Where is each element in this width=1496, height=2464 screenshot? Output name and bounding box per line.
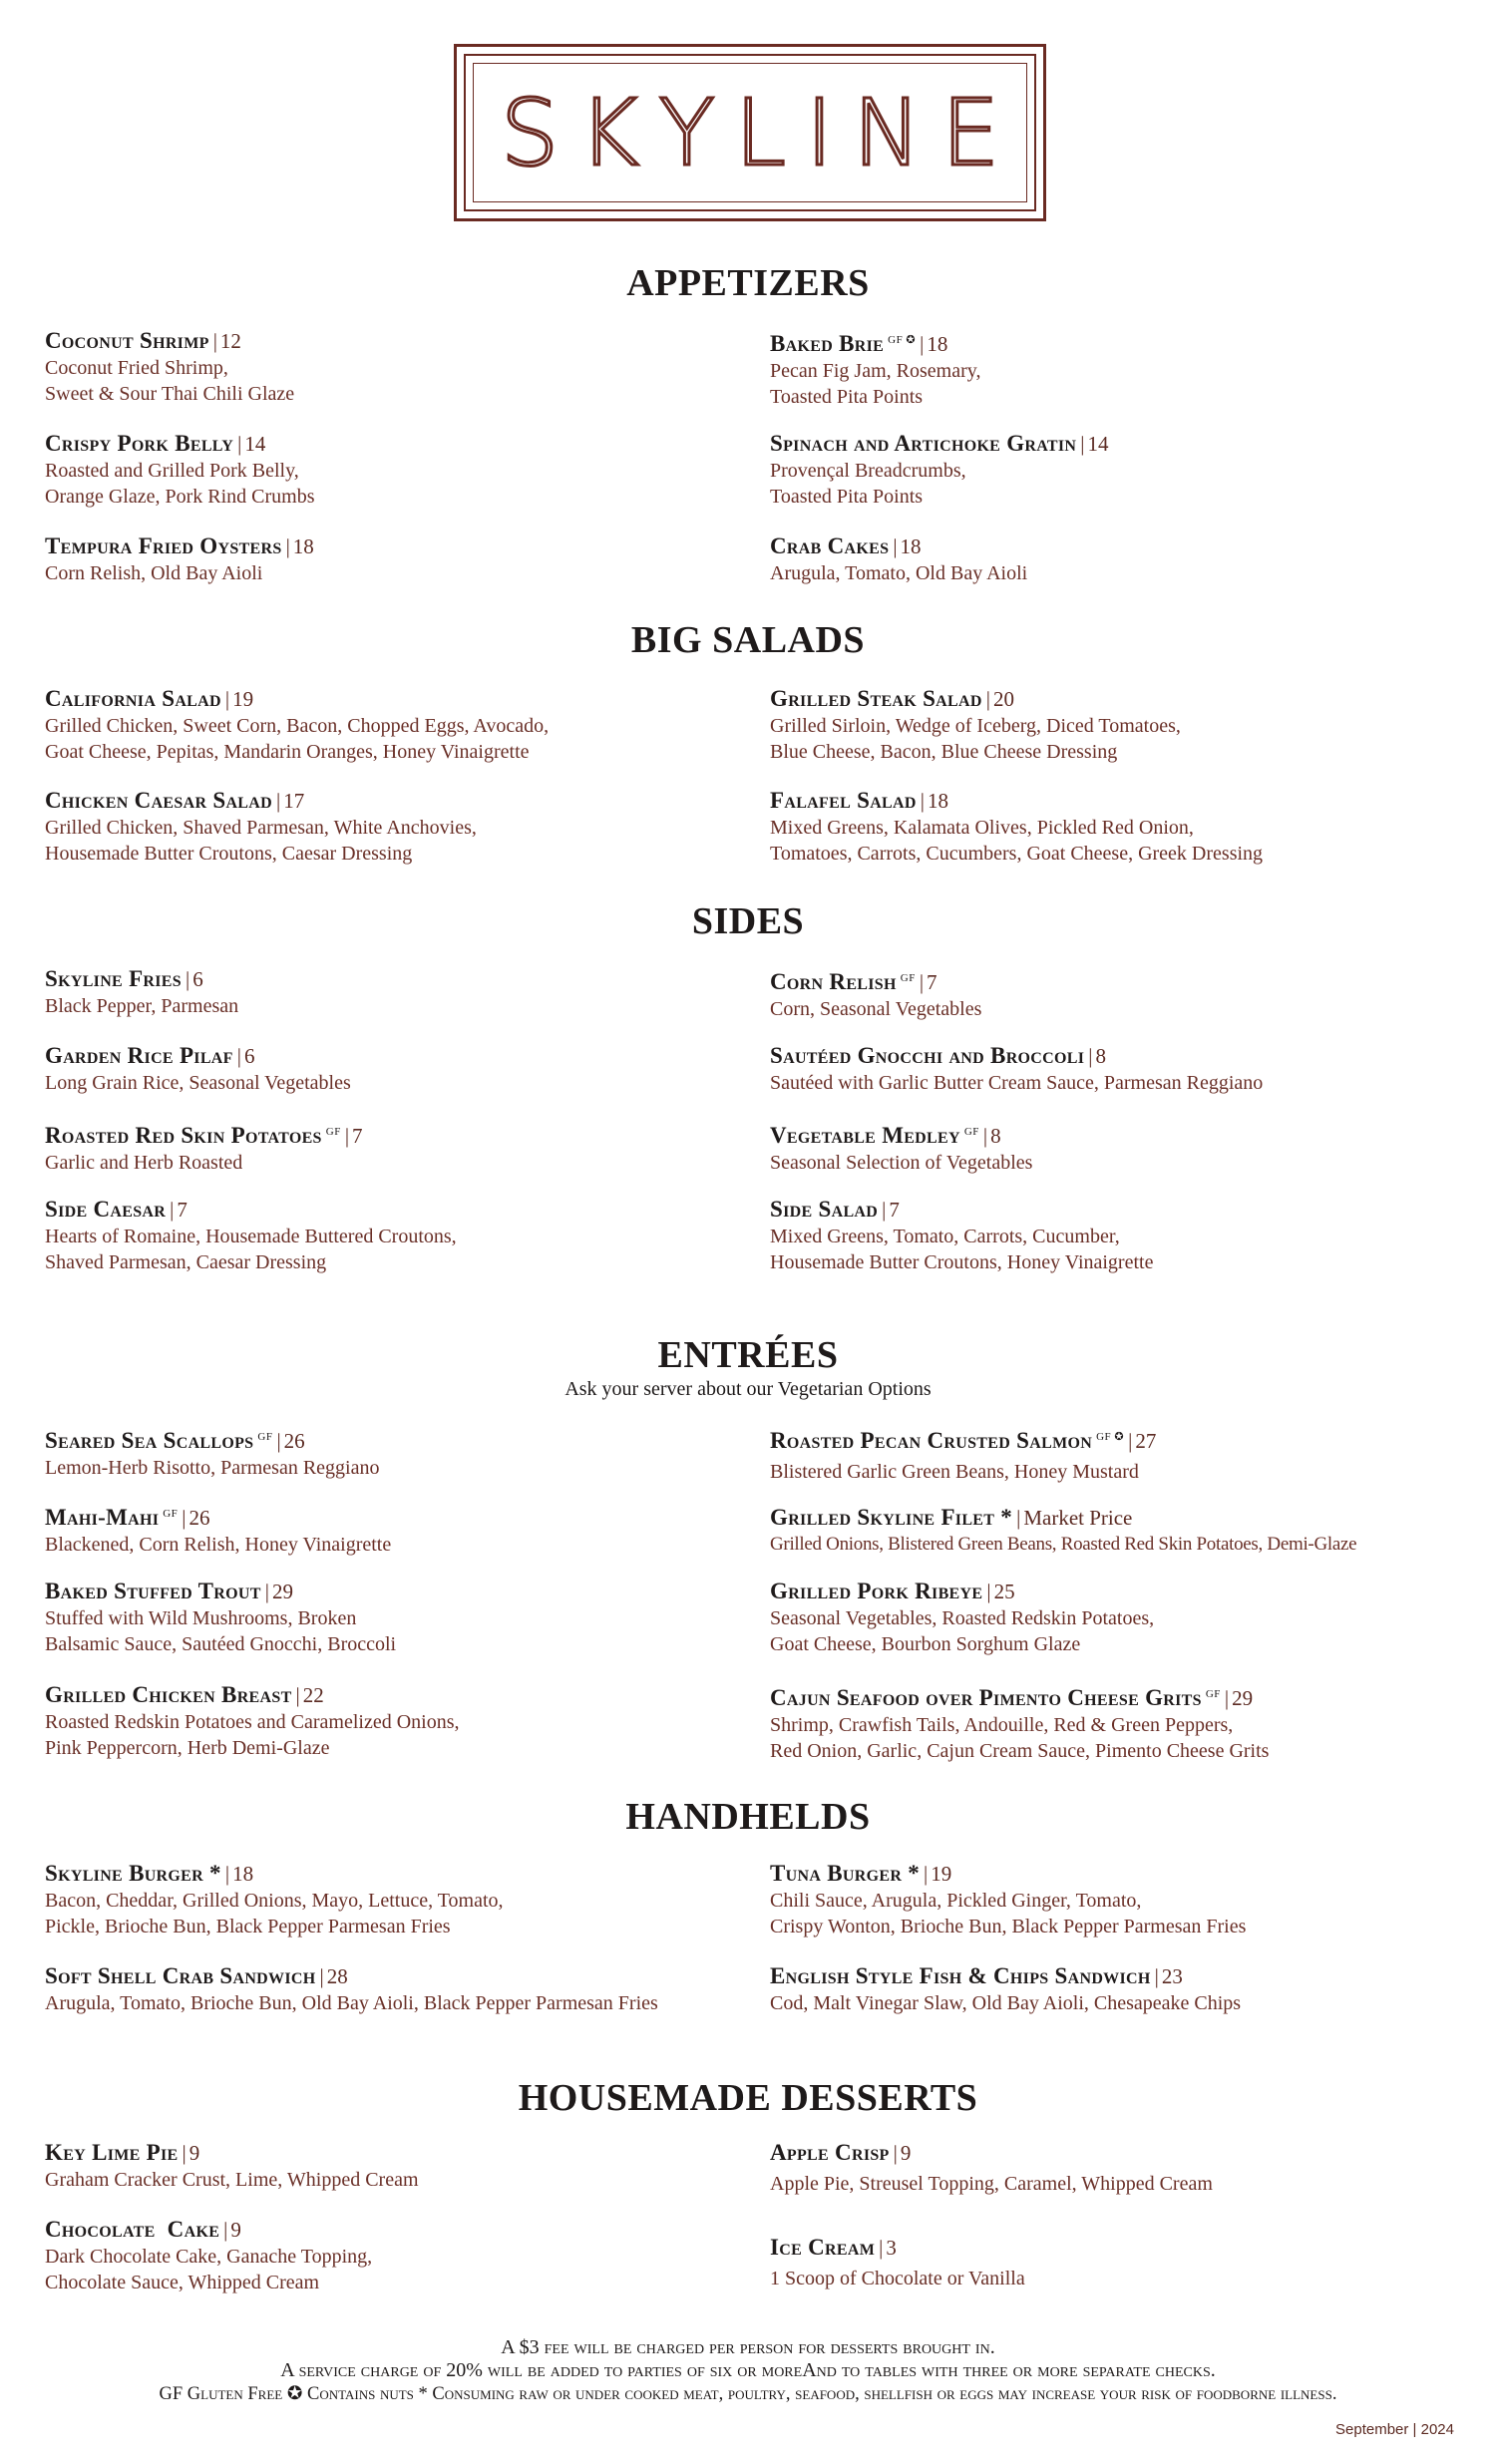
menu-item: Cajun Seafood over Pimento Cheese Grits $^{GF}$ | 29 Shrimp, Crawfish Tails, Andouille, Red & Green Peppers, Red Onion, Garlic, Cajun Cream Sauce, Pimento Cheese Grits: [770, 1685, 1270, 1762]
menu-item: Ice Cream | 3 1 Scoop of Chocolate or Vanilla: [770, 2235, 1025, 2289]
menu-item: Grilled Skyline Filet * | Market Price Grilled Onions, Blistered Green Beans, Roasted Red Skin Potatoes, Demi-Glaze: [770, 1504, 1356, 1558]
item-description: Long Grain Rice, Seasonal Vegetables: [45, 1072, 351, 1094]
item-price: 7: [889, 1198, 900, 1222]
item-name: Side Caesar: [45, 1197, 167, 1222]
item-description: Cod, Malt Vinegar Slaw, Old Bay Aioli, Chesapeake Chips: [770, 1992, 1242, 2014]
item-name: Grilled Pork Ribeye: [770, 1579, 983, 1603]
item-description: Grilled Chicken, Sweet Corn, Bacon, Chopped Eggs, Avocado, Goat Cheese, Pepitas, Mandarin Oranges, Honey Vinaigrette: [45, 715, 550, 763]
item-price: 7: [352, 1124, 363, 1148]
menu-item: Roasted Red Skin Potatoes $^{GF}$ | 7 Garlic and Herb Roasted: [45, 1123, 363, 1174]
section-title-handhelds: HANDHELDS: [625, 1796, 871, 1838]
item-name: Soft Shell Crab Sandwich: [45, 1963, 316, 1988]
footer-dessert-fee: A $3 fee will be charged per person for desserts brought in.: [501, 2336, 995, 2358]
item-description: Roasted and Grilled Pork Belly, Orange Glaze, Pork Rind Crumbs: [45, 460, 315, 508]
item-price: 17: [283, 789, 305, 813]
dietary-mark: GF: [325, 1126, 341, 1138]
menu-item: California Salad | 19 Grilled Chicken, Sweet Corn, Bacon, Chopped Eggs, Avocado, Goat Cheese, Pepitas, Mandarin Oranges, Honey Vinaigrette: [45, 686, 550, 763]
item-name: Mahi-Mahi: [45, 1505, 160, 1530]
menu-item: Side Caesar | 7 Hearts of Romaine, Housemade Buttered Croutons, Shaved Parmesan, Caesar Dressing: [45, 1197, 457, 1273]
dietary-mark: GF: [963, 1126, 979, 1138]
item-description: Pecan Fig Jam, Rosemary, Toasted Pita Points: [770, 360, 981, 408]
menu-item: Chocolate Cake | 9 Dark Chocolate Cake, Ganache Topping, Chocolate Sauce, Whipped Cream: [45, 2217, 373, 2293]
menu-item: Tempura Fried Oysters | 18 Corn Relish, Old Bay Aioli: [45, 533, 314, 584]
item-name: Seared Sea Scallops: [45, 1428, 254, 1453]
item-name: Grilled Steak Salad: [770, 686, 982, 711]
section-title-salads: BIG SALADS: [630, 619, 866, 661]
item-description: Hearts of Romaine, Housemade Buttered Croutons, Shaved Parmesan, Caesar Dressing: [45, 1226, 457, 1273]
item-description: Coconut Fried Shrimp, Sweet & Sour Thai Chili Glaze: [45, 357, 295, 405]
item-description: Arugula, Tomato, Old Bay Aioli: [770, 562, 1028, 584]
item-price: 18: [900, 534, 922, 558]
dietary-mark: GF ✪: [888, 334, 917, 346]
item-price: Market Price: [1023, 1506, 1133, 1530]
item-price: 25: [993, 1580, 1015, 1603]
item-name: Baked Brie: [770, 331, 885, 356]
item-price: 26: [283, 1429, 305, 1453]
section-subtitle-entrees: Ask your server about our Vegetarian Options: [564, 1378, 932, 1400]
item-name: Cajun Seafood over Pimento Cheese Grits: [770, 1685, 1202, 1710]
item-price: 14: [244, 432, 266, 456]
menu-item: Key Lime Pie | 9 Graham Cracker Crust, Lime, Whipped Cream: [45, 2140, 419, 2191]
item-price: 9: [188, 2141, 200, 2165]
menu-item: Sautéed Gnocchi and Broccoli | 8 Sautéed with Garlic Butter Cream Sauce, Parmesan Reggiano: [770, 1043, 1264, 1094]
dietary-mark: GF: [163, 1508, 179, 1520]
dietary-mark: GF: [257, 1431, 273, 1443]
item-name: Coconut Shrimp: [45, 328, 209, 353]
menu-item: Tuna Burger * | 19 Chili Sauce, Arugula, Pickled Ginger, Tomato, Crispy Wonton, Brioche Bun, Black Pepper Parmesan Fries: [770, 1861, 1247, 1937]
item-price: 9: [900, 2141, 912, 2165]
section-title-desserts: HOUSEMADE DESSERTS: [518, 2077, 978, 2119]
item-price: 6: [243, 1044, 255, 1068]
item-description: Arugula, Tomato, Brioche Bun, Old Bay Aioli, Black Pepper Parmesan Fries: [45, 1992, 658, 2014]
item-description: Graham Cracker Crust, Lime, Whipped Cream: [45, 2169, 419, 2191]
item-name: California Salad: [45, 686, 221, 711]
item-price: 20: [992, 687, 1014, 711]
logo: [454, 44, 1046, 221]
item-name: English Style Fish & Chips Sandwich: [770, 1963, 1151, 1988]
item-description: Garlic and Herb Roasted: [45, 1152, 243, 1174]
menu-item: Crab Cakes | 18 Arugula, Tomato, Old Bay Aioli: [770, 533, 1028, 584]
item-price: 7: [177, 1198, 187, 1222]
menu-item: Apple Crisp | 9 Apple Pie, Streusel Topping, Caramel, Whipped Cream: [770, 2140, 1213, 2195]
dietary-mark: GF: [900, 972, 916, 984]
item-name: Corn Relish: [770, 969, 897, 994]
item-name: Crab Cakes: [770, 533, 890, 558]
dietary-mark: GF: [1205, 1688, 1221, 1700]
footer-service-charge: A service charge of 20% will be added to parties of six or moreAnd to tables with three or more separate checks.: [280, 2359, 1216, 2381]
menu-item: Mahi-Mahi $^{GF}$ | 26 Blackened, Corn Relish, Honey Vinaigrette: [45, 1505, 392, 1556]
item-description: Grilled Chicken, Shaved Parmesan, White Anchovies, Housemade Butter Croutons, Caesar Dressing: [45, 817, 477, 865]
item-price: 23: [1161, 1964, 1183, 1988]
item-description: Mixed Greens, Kalamata Olives, Pickled Red Onion, Tomatoes, Carrots, Cucumbers, Goat Cheese, Greek Dressing: [770, 817, 1264, 865]
menu-item: Grilled Chicken Breast | 22 Roasted Redskin Potatoes and Caramelized Onions, Pink Peppercorn, Herb Demi-Glaze: [45, 1682, 460, 1759]
item-price: 9: [230, 2218, 241, 2242]
menu-item: Corn Relish $^{GF}$ | 7 Corn, Seasonal Vegetables: [770, 969, 982, 1020]
menu-item: Coconut Shrimp | 12 Coconut Fried Shrimp, Sweet & Sour Thai Chili Glaze: [45, 328, 295, 405]
item-name: Crispy Pork Belly: [45, 431, 234, 456]
item-description: Mixed Greens, Tomato, Carrots, Cucumber, Housemade Butter Croutons, Honey Vinaigrette: [770, 1226, 1154, 1273]
item-name: Vegetable Medley: [770, 1123, 960, 1148]
item-price: 29: [271, 1580, 293, 1603]
menu-item: Garden Rice Pilaf | 6 Long Grain Rice, Seasonal Vegetables: [45, 1043, 351, 1094]
item-price: 22: [302, 1683, 324, 1707]
item-name: Ice Cream: [770, 2235, 876, 2260]
item-description: Chili Sauce, Arugula, Pickled Ginger, Tomato, Crispy Wonton, Brioche Bun, Black Pepper Parmesan Fries: [770, 1890, 1247, 1937]
item-description: Lemon-Herb Risotto, Parmesan Reggiano: [45, 1457, 380, 1479]
item-name: Roasted Red Skin Potatoes: [45, 1123, 322, 1148]
item-price: 7: [927, 970, 937, 994]
dietary-mark: GF ✪: [1096, 1431, 1125, 1443]
menu-item: Vegetable Medley $^{GF}$ | 8 Seasonal Selection of Vegetables: [770, 1123, 1033, 1174]
item-price: 18: [292, 534, 314, 558]
menu-item: Baked Stuffed Trout | 29 Stuffed with Wild Mushrooms, Broken Balsamic Sauce, Sautéed Gnocchi, Broccoli: [45, 1579, 397, 1655]
item-price: 29: [1232, 1686, 1254, 1710]
item-name: Grilled Skyline Filet *: [770, 1505, 1013, 1530]
menu-item: Skyline Burger * | 18 Bacon, Cheddar, Grilled Onions, Mayo, Lettuce, Tomato, Pickle, Brioche Bun, Black Pepper Parmesan Fries: [45, 1861, 504, 1937]
item-description: Seasonal Vegetables, Roasted Redskin Potatoes, Goat Cheese, Bourbon Sorghum Glaze: [770, 1607, 1155, 1655]
item-description: Corn, Seasonal Vegetables: [770, 998, 982, 1020]
item-price: 3: [886, 2236, 897, 2260]
item-description: Sautéed with Garlic Butter Cream Sauce, Parmesan Reggiano: [770, 1072, 1264, 1094]
item-price: 18: [232, 1862, 254, 1886]
menu-item: Soft Shell Crab Sandwich | 28 Arugula, Tomato, Brioche Bun, Old Bay Aioli, Black Pepper Parmesan Fries: [45, 1963, 658, 2014]
item-price: 12: [219, 329, 241, 353]
menu-item: Falafel Salad | 18 Mixed Greens, Kalamata Olives, Pickled Red Onion, Tomatoes, Carrots, Cucumbers, Goat Cheese, Greek Dressing: [770, 788, 1264, 865]
item-price: 8: [1095, 1044, 1106, 1068]
item-description: Stuffed with Wild Mushrooms, Broken Balsamic Sauce, Sautéed Gnocchi, Broccoli: [45, 1607, 397, 1655]
menu-item: Crispy Pork Belly | 14 Roasted and Grilled Pork Belly, Orange Glaze, Pork Rind Crumbs: [45, 431, 315, 508]
item-price: 26: [188, 1506, 210, 1530]
section-title-sides: SIDES: [691, 900, 805, 942]
menu-item: Roasted Pecan Crusted Salmon $^{GF ✪}$ | 27 Blistered Garlic Green Beans, Honey Mustard: [770, 1428, 1157, 1483]
menu-date: September | 2024: [1335, 2421, 1454, 2438]
menu-item: Chicken Caesar Salad | 17 Grilled Chicken, Shaved Parmesan, White Anchovies, Housemade Butter Croutons, Caesar Dressing: [45, 788, 477, 865]
menu-item: Seared Sea Scallops $^{GF}$ | 26 Lemon-Herb Risotto, Parmesan Reggiano: [45, 1428, 380, 1479]
footer-legend: GF Gluten Free ✪ Contains nuts * Consuming raw or under cooked meat, poultry, seafood, shellfish or eggs may increase your risk of foodborne illness.: [159, 2384, 1337, 2404]
menu-item: English Style Fish & Chips Sandwich | 23 Cod, Malt Vinegar Slaw, Old Bay Aioli, Chesapeake Chips: [770, 1963, 1242, 2014]
item-description: Bacon, Cheddar, Grilled Onions, Mayo, Lettuce, Tomato, Pickle, Brioche Bun, Black Pepper Parmesan Fries: [45, 1890, 504, 1937]
menu-item: Baked Brie $^{GF ✪}$ | 18 Pecan Fig Jam, Rosemary, Toasted Pita Points: [770, 331, 981, 408]
section-title-appetizers: APPETIZERS: [626, 262, 870, 304]
item-description: Provençal Breadcrumbs, Toasted Pita Points: [770, 460, 966, 508]
item-description: Blackened, Corn Relish, Honey Vinaigrette: [45, 1534, 392, 1556]
item-description: 1 Scoop of Chocolate or Vanilla: [770, 2268, 1025, 2289]
item-name: Skyline Fries: [45, 966, 182, 991]
item-description: Apple Pie, Streusel Topping, Caramel, Whipped Cream: [770, 2173, 1213, 2195]
section-title-entrees: ENTRÉES: [657, 1334, 839, 1376]
item-description: Roasted Redskin Potatoes and Caramelized Onions, Pink Peppercorn, Herb Demi-Glaze: [45, 1711, 460, 1759]
item-name: Garden Rice Pilaf: [45, 1043, 233, 1068]
item-description: Corn Relish, Old Bay Aioli: [45, 562, 263, 584]
item-description: Black Pepper, Parmesan: [45, 995, 239, 1017]
menu-item: Grilled Pork Ribeye | 25 Seasonal Vegetables, Roasted Redskin Potatoes, Goat Cheese, Bourbon Sorghum Glaze: [770, 1579, 1155, 1655]
item-name: Skyline Burger *: [45, 1861, 221, 1886]
item-price: 6: [192, 967, 203, 991]
item-description: Dark Chocolate Cake, Ganache Topping, Chocolate Sauce, Whipped Cream: [45, 2246, 373, 2293]
item-price: 19: [931, 1862, 952, 1886]
item-price: 19: [232, 687, 254, 711]
item-description: Grilled Sirloin, Wedge of Iceberg, Diced Tomatoes, Blue Cheese, Bacon, Blue Cheese Dressing: [770, 715, 1181, 763]
item-price: 14: [1087, 432, 1109, 456]
item-name: Chocolate Cake: [45, 2217, 220, 2242]
item-name: Baked Stuffed Trout: [45, 1579, 261, 1603]
item-price: 8: [990, 1124, 1001, 1148]
item-name: Tuna Burger *: [770, 1861, 921, 1886]
item-name: Roasted Pecan Crusted Salmon: [770, 1428, 1093, 1453]
menu-item: Side Salad | 7 Mixed Greens, Tomato, Carrots, Cucumber, Housemade Butter Croutons, Honey Vinaigrette: [770, 1197, 1154, 1273]
item-name: Side Salad: [770, 1197, 879, 1222]
item-name: Spinach and Artichoke Gratin: [770, 431, 1077, 456]
item-name: Sautéed Gnocchi and Broccoli: [770, 1043, 1085, 1068]
menu-item: Skyline Fries | 6 Black Pepper, Parmesan: [45, 966, 239, 1017]
menu-item: Spinach and Artichoke Gratin | 14 Provençal Breadcrumbs, Toasted Pita Points: [770, 431, 1109, 508]
item-name: Chicken Caesar Salad: [45, 788, 272, 813]
item-description: Shrimp, Crawfish Tails, Andouille, Red & Green Peppers, Red Onion, Garlic, Cajun Cream Sauce, Pimento Cheese Grits: [770, 1714, 1270, 1762]
item-name: Apple Crisp: [770, 2140, 890, 2165]
item-price: 28: [326, 1964, 348, 1988]
item-name: Tempura Fried Oysters: [45, 533, 282, 558]
item-description: Blistered Garlic Green Beans, Honey Mustard: [770, 1461, 1139, 1483]
item-price: 18: [927, 789, 948, 813]
item-price: 18: [927, 332, 948, 356]
item-name: Grilled Chicken Breast: [45, 1682, 292, 1707]
item-name: Key Lime Pie: [45, 2140, 179, 2165]
item-name: Falafel Salad: [770, 788, 917, 813]
item-description: Grilled Onions, Blistered Green Beans, Roasted Red Skin Potatoes, Demi-Glaze: [770, 1534, 1357, 1555]
menu-item: Grilled Steak Salad | 20 Grilled Sirloin, Wedge of Iceberg, Diced Tomatoes, Blue Cheese, Bacon, Blue Cheese Dressing: [770, 686, 1181, 763]
item-description: Seasonal Selection of Vegetables: [770, 1152, 1033, 1174]
logo-wordmark: SKYLINE: [500, 79, 1020, 186]
item-price: 27: [1135, 1429, 1157, 1453]
